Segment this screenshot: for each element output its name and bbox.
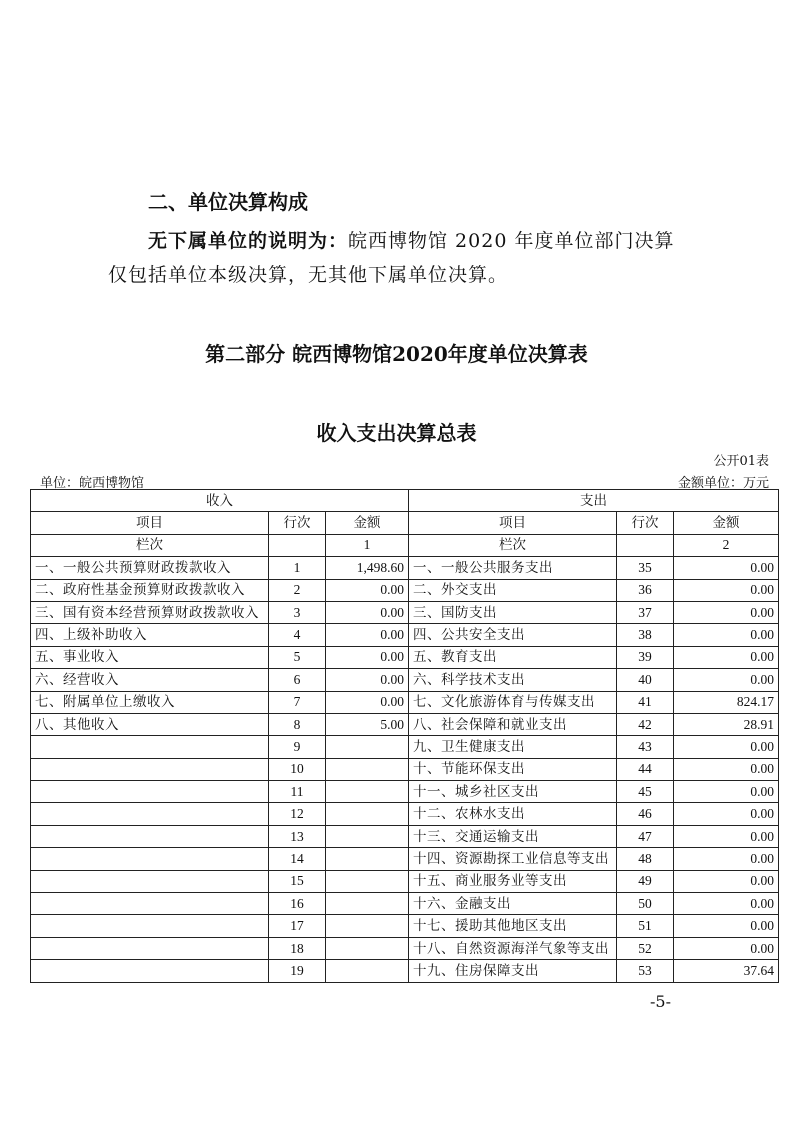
income-line: 6 (269, 669, 326, 691)
col-amount: 金额 (326, 512, 409, 534)
expense-amount: 28.91 (674, 713, 779, 735)
col-label: 栏次 (409, 534, 617, 556)
income-line: 9 (269, 736, 326, 758)
table-row (31, 781, 779, 803)
expense-line: 50 (617, 893, 674, 915)
table-row (31, 691, 779, 713)
income-item (31, 758, 269, 780)
table-row (31, 669, 779, 691)
expense-item: 五、教育支出 (409, 646, 617, 668)
income-line: 18 (269, 937, 326, 959)
income-line: 7 (269, 691, 326, 713)
col-index-1: 1 (326, 534, 409, 556)
expense-amount: 0.00 (674, 624, 779, 646)
expense-item: 十九、住房保障支出 (409, 960, 617, 982)
col-amount: 金额 (674, 512, 779, 534)
expense-item: 一、一般公共服务支出 (409, 557, 617, 579)
col-index-2: 2 (674, 534, 779, 556)
expense-amount: 0.00 (674, 601, 779, 623)
expense-amount: 0.00 (674, 781, 779, 803)
income-line: 3 (269, 601, 326, 623)
income-item (31, 803, 269, 825)
income-line: 19 (269, 960, 326, 982)
note-label: 无下属单位的说明为： (148, 230, 349, 252)
expense-item: 九、卫生健康支出 (409, 736, 617, 758)
table-code: 公开01表 (713, 454, 769, 469)
income-line: 14 (269, 848, 326, 870)
income-line: 1 (269, 557, 326, 579)
table-row (31, 624, 779, 646)
table-row (31, 870, 779, 892)
income-amount (326, 893, 409, 915)
expense-item: 十五、商业服务业等支出 (409, 870, 617, 892)
income-amount: 0.00 (326, 646, 409, 668)
income-line: 15 (269, 870, 326, 892)
table-row (31, 736, 779, 758)
income-amount: 0.00 (326, 579, 409, 601)
income-amount (326, 803, 409, 825)
income-amount (326, 870, 409, 892)
col-line: 行次 (269, 512, 326, 534)
income-amount (326, 758, 409, 780)
income-item: 四、上级补助收入 (31, 624, 269, 646)
expense-line: 35 (617, 557, 674, 579)
col-item: 项目 (31, 512, 269, 534)
expense-item: 十、节能环保支出 (409, 758, 617, 780)
expense-header: 支出 (409, 490, 779, 512)
income-amount (326, 937, 409, 959)
expense-item: 七、文化旅游体育与传媒支出 (409, 691, 617, 713)
expense-amount: 0.00 (674, 937, 779, 959)
expense-amount: 0.00 (674, 646, 779, 668)
col-label: 栏次 (31, 534, 269, 556)
table-row (31, 579, 779, 601)
income-item: 二、政府性基金预算财政拨款收入 (31, 579, 269, 601)
income-line: 5 (269, 646, 326, 668)
income-line: 13 (269, 825, 326, 847)
expense-item: 十七、援助其他地区支出 (409, 915, 617, 937)
income-line: 2 (269, 579, 326, 601)
note-text-1: 皖西博物馆 2020 年度单位部门决算 (348, 230, 675, 252)
expense-line: 36 (617, 579, 674, 601)
expense-amount: 0.00 (674, 848, 779, 870)
expense-amount: 0.00 (674, 736, 779, 758)
section-heading: 二、单位决算构成 (148, 190, 308, 214)
table-title: 收入支出决算总表 (316, 421, 477, 445)
expense-line: 49 (617, 870, 674, 892)
table-row (31, 915, 779, 937)
expense-item: 四、公共安全支出 (409, 624, 617, 646)
income-item: 六、经营收入 (31, 669, 269, 691)
empty-cell (269, 534, 326, 556)
income-amount (326, 736, 409, 758)
income-amount: 0.00 (326, 624, 409, 646)
income-amount: 1,498.60 (326, 557, 409, 579)
expense-line: 43 (617, 736, 674, 758)
income-item: 三、国有资本经营预算财政拨款收入 (31, 601, 269, 623)
table-row (31, 758, 779, 780)
expense-amount: 824.17 (674, 691, 779, 713)
income-line: 16 (269, 893, 326, 915)
income-line: 4 (269, 624, 326, 646)
note-text-2: 仅包括单位本级决算，无其他下属单位决算。 (108, 264, 509, 286)
money-unit: 金额单位：万元 (677, 476, 769, 491)
income-item (31, 848, 269, 870)
expense-item: 六、科学技术支出 (409, 669, 617, 691)
table-row (31, 960, 779, 982)
income-line: 11 (269, 781, 326, 803)
expense-item: 十三、交通运输支出 (409, 825, 617, 847)
expense-item: 十二、农林水支出 (409, 803, 617, 825)
income-line: 10 (269, 758, 326, 780)
income-amount (326, 915, 409, 937)
expense-line: 40 (617, 669, 674, 691)
expense-line: 39 (617, 646, 674, 668)
income-amount: 0.00 (326, 601, 409, 623)
expense-item: 二、外交支出 (409, 579, 617, 601)
header-row-columns (31, 512, 779, 534)
income-amount: 0.00 (326, 691, 409, 713)
expense-item: 十四、资源勘探工业信息等支出 (409, 848, 617, 870)
expense-amount: 0.00 (674, 870, 779, 892)
expense-line: 48 (617, 848, 674, 870)
expense-line: 46 (617, 803, 674, 825)
expense-line: 52 (617, 937, 674, 959)
income-header: 收入 (31, 490, 409, 512)
income-amount (326, 960, 409, 982)
expense-amount: 0.00 (674, 803, 779, 825)
income-item (31, 937, 269, 959)
table-row (31, 601, 779, 623)
expense-amount: 0.00 (674, 893, 779, 915)
table-row (31, 646, 779, 668)
expense-line: 44 (617, 758, 674, 780)
expense-item: 八、社会保障和就业支出 (409, 713, 617, 735)
note-line-1 (148, 226, 674, 253)
empty-cell (617, 534, 674, 556)
table-row (31, 557, 779, 579)
unit-label: 单位：皖西博物馆 (40, 476, 145, 491)
income-item (31, 915, 269, 937)
income-amount (326, 781, 409, 803)
income-line: 17 (269, 915, 326, 937)
income-line: 8 (269, 713, 326, 735)
expense-item: 三、国防支出 (409, 601, 617, 623)
col-item: 项目 (409, 512, 617, 534)
table-row (31, 937, 779, 959)
expense-line: 53 (617, 960, 674, 982)
table-row (31, 825, 779, 847)
page-number: -5- (650, 992, 671, 1011)
income-amount (326, 825, 409, 847)
expense-line: 51 (617, 915, 674, 937)
table-row (31, 713, 779, 735)
income-item (31, 736, 269, 758)
income-amount: 0.00 (326, 669, 409, 691)
expense-item: 十一、城乡社区支出 (409, 781, 617, 803)
income-item: 八、其他收入 (31, 713, 269, 735)
expense-line: 47 (617, 825, 674, 847)
expense-line: 37 (617, 601, 674, 623)
income-item (31, 893, 269, 915)
expense-line: 38 (617, 624, 674, 646)
expense-amount: 0.00 (674, 915, 779, 937)
expense-amount: 0.00 (674, 758, 779, 780)
expense-line: 41 (617, 691, 674, 713)
income-item: 七、附属单位上缴收入 (31, 691, 269, 713)
expense-item: 十八、自然资源海洋气象等支出 (409, 937, 617, 959)
income-amount (326, 848, 409, 870)
expense-amount: 37.64 (674, 960, 779, 982)
income-expense-table (30, 489, 779, 983)
col-line: 行次 (617, 512, 674, 534)
expense-amount: 0.00 (674, 669, 779, 691)
income-item (31, 781, 269, 803)
income-item (31, 960, 269, 982)
income-item: 一、一般公共预算财政拨款收入 (31, 557, 269, 579)
income-item (31, 870, 269, 892)
header-row-group (31, 490, 779, 512)
expense-item: 十六、金融支出 (409, 893, 617, 915)
table-row (31, 893, 779, 915)
income-line: 12 (269, 803, 326, 825)
expense-line: 45 (617, 781, 674, 803)
expense-amount: 0.00 (674, 557, 779, 579)
header-row-index (31, 534, 779, 556)
table-row (31, 848, 779, 870)
expense-line: 42 (617, 713, 674, 735)
income-amount: 5.00 (326, 713, 409, 735)
expense-amount: 0.00 (674, 825, 779, 847)
table-row (31, 803, 779, 825)
income-item: 五、事业收入 (31, 646, 269, 668)
part-title: 第二部分 皖西博物馆2020年度单位决算表 (205, 342, 588, 366)
expense-amount: 0.00 (674, 579, 779, 601)
income-item (31, 825, 269, 847)
